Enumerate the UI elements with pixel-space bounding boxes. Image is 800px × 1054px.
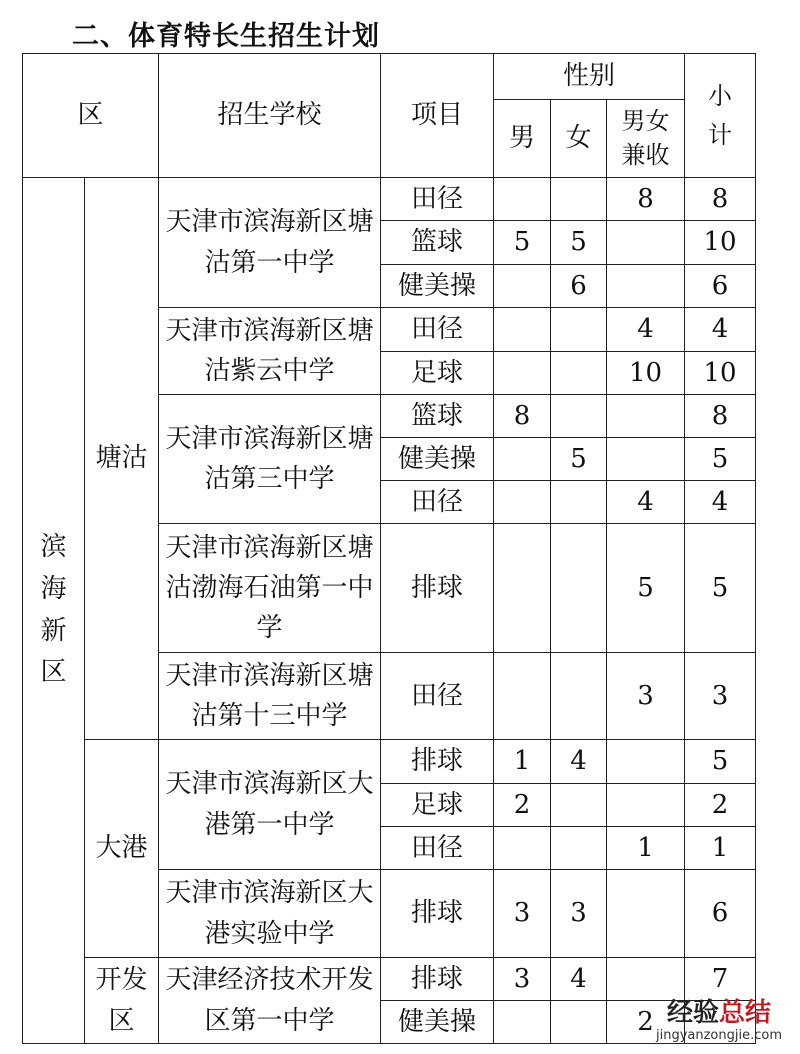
school-cell: 天津市滨海新区塘沽第三中学 [159, 395, 381, 524]
both-cell: 4 [607, 308, 685, 352]
school-cell: 天津市滨海新区大港第一中学 [159, 740, 381, 870]
item-cell: 田径 [381, 308, 494, 352]
female-cell: 5 [551, 221, 607, 265]
table-row [23, 178, 756, 221]
male-cell: 1 [494, 740, 551, 784]
female-cell [551, 178, 607, 221]
female-cell [551, 827, 607, 870]
subtotal-cell: 3 [685, 653, 756, 740]
subtotal-cell: 5 [685, 524, 756, 653]
female-cell [551, 352, 607, 395]
subtotal-cell: 5 [685, 438, 756, 481]
school-cell: 天津市滨海新区大港实验中学 [159, 870, 381, 958]
female-cell [551, 481, 607, 524]
both-cell [607, 870, 685, 958]
both-cell [607, 784, 685, 827]
header-male: 男 [494, 100, 551, 178]
female-cell [551, 784, 607, 827]
watermark [656, 1000, 782, 1042]
female-cell [551, 395, 607, 438]
female-cell [551, 524, 607, 653]
school-cell: 天津经济技术开发区第一中学 [159, 958, 381, 1044]
table-row [23, 958, 756, 1001]
male-cell: 5 [494, 221, 551, 265]
both-cell [607, 221, 685, 265]
district-cell: 滨海新区 [23, 178, 85, 1044]
item-cell: 健美操 [381, 265, 494, 308]
watermark-title: 经验总结 [666, 998, 771, 1028]
subtotal-cell: 8 [685, 395, 756, 438]
both-cell: 8 [607, 178, 685, 221]
male-cell [494, 352, 551, 395]
both-cell: 4 [607, 481, 685, 524]
subtotal-cell: 2 [685, 784, 756, 827]
watermark-url: jingyanzongjie.com [655, 1028, 782, 1043]
both-cell [607, 265, 685, 308]
item-cell: 健美操 [381, 1001, 494, 1044]
school-cell: 天津市滨海新区塘沽第十三中学 [159, 653, 381, 740]
header-row [23, 54, 756, 100]
both-cell [607, 395, 685, 438]
table-row [23, 740, 756, 784]
female-cell [551, 653, 607, 740]
header-female: 女 [551, 100, 607, 178]
male-cell: 3 [494, 958, 551, 1001]
item-cell: 篮球 [381, 395, 494, 438]
item-cell: 足球 [381, 352, 494, 395]
male-cell: 8 [494, 395, 551, 438]
both-cell [607, 438, 685, 481]
item-cell: 田径 [381, 481, 494, 524]
subdistrict-dagang: 大港 [85, 740, 159, 958]
male-cell [494, 827, 551, 870]
both-cell: 10 [607, 352, 685, 395]
subtotal-cell: 8 [685, 178, 756, 221]
item-cell: 排球 [381, 870, 494, 958]
male-cell [494, 653, 551, 740]
female-cell: 4 [551, 958, 607, 1001]
female-cell: 5 [551, 438, 607, 481]
school-cell: 天津市滨海新区塘沽紫云中学 [159, 308, 381, 395]
item-cell: 田径 [381, 827, 494, 870]
male-cell [494, 178, 551, 221]
subtotal-cell: 4 [685, 481, 756, 524]
male-cell [494, 265, 551, 308]
female-cell: 6 [551, 265, 607, 308]
male-cell [494, 1001, 551, 1044]
item-cell: 足球 [381, 784, 494, 827]
header-item: 项目 [381, 54, 494, 178]
female-cell [551, 308, 607, 352]
both-cell: 3 [607, 653, 685, 740]
male-cell: 2 [494, 784, 551, 827]
male-cell [494, 438, 551, 481]
both-cell [607, 740, 685, 784]
female-cell [551, 1001, 607, 1044]
female-cell: 3 [551, 870, 607, 958]
item-cell: 健美操 [381, 438, 494, 481]
item-cell: 田径 [381, 653, 494, 740]
item-cell: 排球 [381, 524, 494, 653]
both-cell: 5 [607, 524, 685, 653]
both-cell: 1 [607, 827, 685, 870]
male-cell: 3 [494, 870, 551, 958]
header-district: 区 [23, 54, 159, 178]
item-cell: 田径 [381, 178, 494, 221]
school-cell: 天津市滨海新区塘沽渤海石油第一中学 [159, 524, 381, 653]
subtotal-cell: 6 [685, 265, 756, 308]
header-school: 招生学校 [159, 54, 381, 178]
female-cell: 4 [551, 740, 607, 784]
header-subtotal: 小计 [685, 54, 756, 178]
item-cell: 篮球 [381, 221, 494, 265]
subdistrict-tanggu: 塘沽 [85, 178, 159, 740]
subtotal-cell: 5 [685, 740, 756, 784]
sports-enrollment-table [22, 53, 756, 1044]
subtotal-cell: 1 [685, 827, 756, 870]
page-heading: 二、体育特长生招生计划 [72, 21, 380, 52]
school-cell: 天津市滨海新区塘沽第一中学 [159, 178, 381, 308]
subdistrict-kaifa: 开发区 [85, 958, 159, 1044]
header-gender: 性别 [494, 54, 685, 100]
subtotal-cell: 4 [685, 308, 756, 352]
subtotal-cell: 10 [685, 352, 756, 395]
male-cell [494, 524, 551, 653]
subtotal-cell: 6 [685, 870, 756, 958]
male-cell [494, 481, 551, 524]
item-cell: 排球 [381, 958, 494, 1001]
subtotal-cell: 10 [685, 221, 756, 265]
both-cell [607, 958, 685, 1001]
header-both: 男女兼收 [607, 100, 685, 178]
item-cell: 排球 [381, 740, 494, 784]
both-cell: 2 [607, 1001, 685, 1044]
male-cell [494, 308, 551, 352]
subtotal-cell: 7 [685, 958, 756, 1001]
